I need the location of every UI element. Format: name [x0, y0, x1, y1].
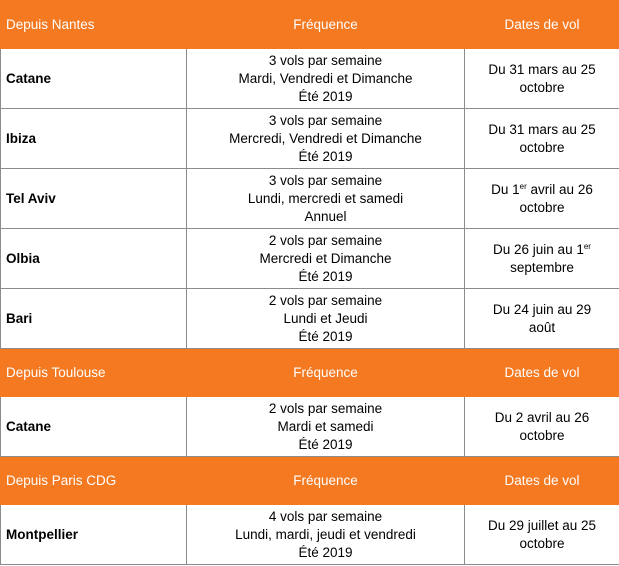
frequency-count: 2 vols par semaine: [268, 400, 383, 416]
frequency-cell: [187, 397, 465, 457]
dates-line-2: octobre: [519, 535, 565, 551]
dates-cell: [465, 109, 619, 169]
section-header-nantes: [1, 1, 619, 49]
dates-line-2: août: [528, 319, 556, 335]
dates-line-1: Du 31 mars au 25: [488, 61, 596, 77]
section-header-paris-cdg: [1, 457, 619, 505]
frequency-season: Été 2019: [298, 268, 353, 284]
table-row: [1, 505, 619, 565]
header-dates: Dates de vol: [465, 1, 619, 49]
dates-prefix: Du 1: [491, 181, 520, 197]
destination-city: Tel Aviv: [1, 169, 187, 229]
table-row: [1, 289, 619, 349]
frequency-count: 3 vols par semaine: [268, 52, 383, 68]
frequency-days: Mardi, Vendredi et Dimanche: [238, 70, 413, 86]
dates-line-2: octobre: [519, 199, 565, 215]
header-frequency: Fréquence: [187, 457, 465, 505]
frequency-days: Mercredi et Dimanche: [259, 250, 392, 266]
ordinal-suffix: er: [519, 181, 527, 191]
dates-cell: [465, 229, 619, 289]
frequency-season: Été 2019: [298, 544, 353, 560]
dates-cell: [465, 397, 619, 457]
frequency-cell: [187, 229, 465, 289]
frequency-days: Mardi et samedi: [277, 418, 374, 434]
dates-line-1: Du 2 avril au 26: [494, 409, 590, 425]
ordinal-suffix: er: [583, 241, 591, 251]
header-frequency: Fréquence: [187, 1, 465, 49]
frequency-count: 3 vols par semaine: [268, 112, 383, 128]
frequency-cell: [187, 505, 465, 565]
dates-line-1: Du 31 mars au 25: [488, 121, 596, 137]
dates-line-2: octobre: [519, 427, 565, 443]
dates-line-1: [469, 181, 615, 199]
header-dates: Dates de vol: [465, 349, 619, 397]
dates-cell: [465, 49, 619, 109]
table-row: [1, 49, 619, 109]
frequency-count: 2 vols par semaine: [268, 232, 383, 248]
frequency-cell: [187, 169, 465, 229]
destination-city: Bari: [1, 289, 187, 349]
frequency-days: Lundi, mercredi et samedi: [247, 190, 404, 206]
dates-line-2: octobre: [519, 79, 565, 95]
dates-suffix: avril au 26: [526, 181, 593, 197]
header-departure: Depuis Paris CDG: [1, 457, 187, 505]
destination-city: Ibiza: [1, 109, 187, 169]
frequency-count: 3 vols par semaine: [268, 172, 383, 188]
destination-city: Catane: [1, 397, 187, 457]
header-dates: Dates de vol: [465, 457, 619, 505]
dates-line-1: Du 24 juin au 29: [492, 301, 592, 317]
header-frequency: Fréquence: [187, 349, 465, 397]
dates-prefix: Du 26 juin au 1: [493, 241, 584, 257]
dates-line-1: Du 29 juillet au 25: [487, 517, 597, 533]
table-row: [1, 397, 619, 457]
frequency-season: Été 2019: [298, 328, 353, 344]
header-departure: Depuis Nantes: [1, 1, 187, 49]
frequency-season: Été 2019: [298, 88, 353, 104]
frequency-cell: [187, 109, 465, 169]
header-departure: Depuis Toulouse: [1, 349, 187, 397]
destination-city: Montpellier: [1, 505, 187, 565]
table-row: [1, 169, 619, 229]
dates-cell: [465, 505, 619, 565]
frequency-season: Été 2019: [298, 148, 353, 164]
destination-city: Olbia: [1, 229, 187, 289]
frequency-days: Lundi et Jeudi: [283, 310, 368, 326]
destination-city: Catane: [1, 49, 187, 109]
frequency-season: Été 2019: [298, 436, 353, 452]
table-row: [1, 109, 619, 169]
frequency-cell: [187, 289, 465, 349]
section-header-toulouse: [1, 349, 619, 397]
dates-line-1: [469, 241, 615, 259]
table-row: [1, 229, 619, 289]
frequency-days: Mercredi, Vendredi et Dimanche: [229, 130, 422, 146]
frequency-cell: [187, 49, 465, 109]
frequency-count: 4 vols par semaine: [268, 508, 383, 524]
frequency-count: 2 vols par semaine: [268, 292, 383, 308]
frequency-season: Annuel: [304, 208, 347, 224]
dates-cell: [465, 169, 619, 229]
dates-line-2: septembre: [510, 259, 574, 275]
dates-cell: [465, 289, 619, 349]
dates-line-2: octobre: [519, 139, 565, 155]
frequency-days: Lundi, mardi, jeudi et vendredi: [235, 526, 416, 542]
